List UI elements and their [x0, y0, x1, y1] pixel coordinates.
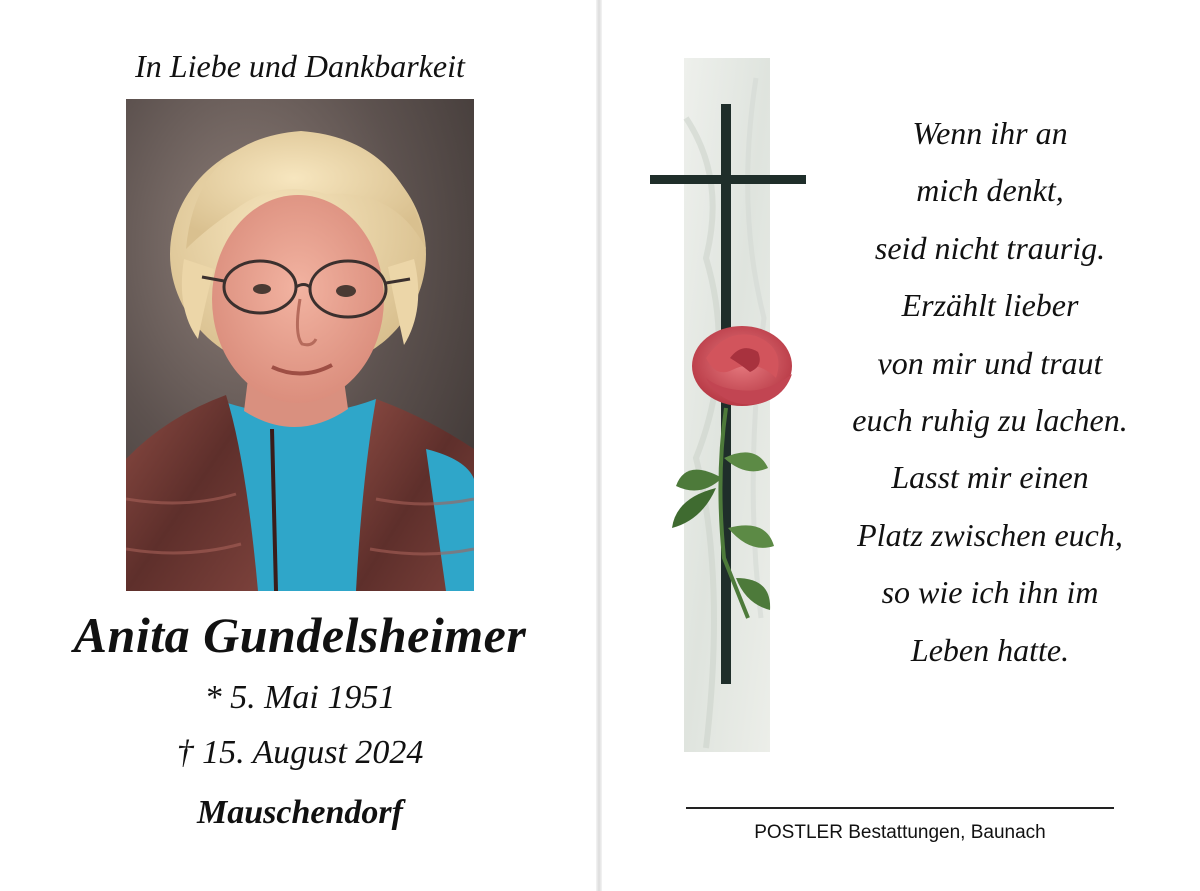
- poem: [830, 105, 1150, 679]
- cross-with-rose-image: [646, 58, 806, 752]
- poem-line: Leben hatte.: [910, 631, 1070, 668]
- poem-line: Platz zwischen euch,: [857, 516, 1123, 553]
- birth-date: * 5. Mai 1951: [204, 679, 396, 716]
- portrait-photo: [126, 99, 474, 591]
- poem-line: seid nicht traurig.: [874, 229, 1106, 266]
- poem-line: Wenn ihr an: [912, 115, 1068, 151]
- death-date: † 15. August 2024: [176, 734, 424, 771]
- poem-line: Lasst mir einen: [891, 459, 1089, 496]
- hometown: Mauschendorf: [197, 794, 403, 831]
- footer-divider: [686, 807, 1114, 809]
- poem-line: mich denkt,: [916, 172, 1064, 209]
- deceased-name: Anita Gundelsheimer: [73, 607, 527, 663]
- poem-line: euch ruhig zu lachen.: [852, 401, 1128, 438]
- funeral-home-credit: POSTLER Bestattungen, Baunach: [754, 822, 1046, 843]
- dedication-heading: In Liebe und Dankbarkeit: [135, 48, 465, 84]
- poem-line: so wie ich ihn im: [881, 574, 1099, 611]
- poem-line: Erzählt lieber: [901, 287, 1079, 324]
- poem-line: von mir und traut: [877, 344, 1103, 381]
